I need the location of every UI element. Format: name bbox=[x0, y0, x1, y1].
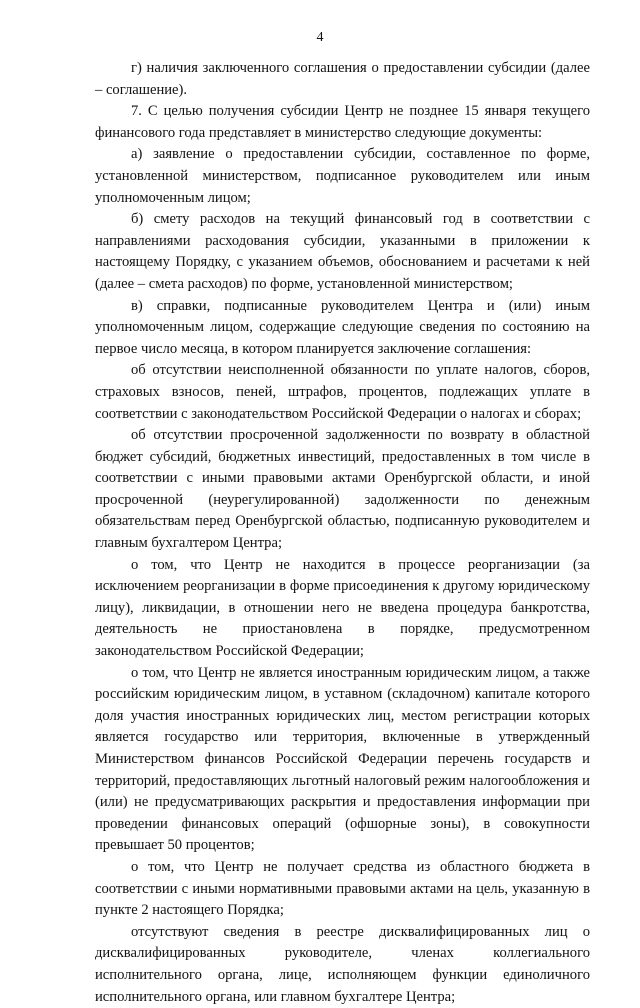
paragraph-no-overdue-debt: об отсутствии просроченной задолженности по возврату в областной бюджет субсидий, бюджетных инвестиций, предоставленных в том числе в соответствии с иными правовыми актами Оренбургской области, и иной просроченной (неурегулированной) задолженности по денежным обязательствам перед Оренбургской областью, подписанную руководителем и главным бухгалтером Центра; bbox=[95, 427, 590, 552]
page-number: 4 bbox=[316, 30, 324, 45]
document-body bbox=[95, 58, 590, 1008]
paragraph-a-application: а) заявление о предоставлении субсидии, составленное по форме, установленной министерством, подписанное руководителем или иным уполномоченным лицом; bbox=[95, 146, 590, 206]
paragraph-7-documents: 7. С целью получения субсидии Центр не позднее 15 января текущего финансового года представляет в министерство следующие документы: bbox=[95, 103, 590, 141]
paragraph-not-foreign-entity: о том, что Центр не является иностранным юридическим лицом, а также российским юридическим лицом, в уставном (складочном) капитале которого доля участия иностранных юридических лиц, местом регистрации которых является государство или территория, включенные в утвержденный Министерством финансов Российской Федерации перечень государств и территорий, предоставляющих льготный налоговый режим налогообложения и (или) не предусматривающих раскрытия и предоставления информации при проведении финансовых операций (офшорные зоны), в совокупности превышает 50 процентов; bbox=[95, 664, 590, 854]
paragraph-no-disqualified-persons: отсутствуют сведения в реестре дисквалифицированных лиц о дисквалифицированных руководителе, членах коллегиального исполнительного органа, лице, исполняющем функции единоличного исполнительного органа, или главном бухгалтере Центра; bbox=[95, 923, 590, 1005]
paragraph-b-budget-estimate: б) смету расходов на текущий финансовый год в соответствии с направлениями расходования субсидии, указанными в приложении к настоящему Порядку, с указанием объемов, обоснованием и расчетами к ней (далее – смета расходов) по форме, установленной министерством; bbox=[95, 211, 590, 292]
paragraph-v-certificates: в) справки, подписанные руководителем Центра и (или) иным уполномоченным лицом, содержащие следующие сведения по состоянию на первое число месяца, в котором планируется заключение соглашения: bbox=[95, 297, 590, 357]
paragraph-g-agreement: г) наличия заключенного соглашения о предоставлении субсидии (далее – соглашение). bbox=[95, 60, 590, 98]
paragraph-no-tax-debt: об отсутствии неисполненной обязанности по уплате налогов, сборов, страховых взносов, пеней, штрафов, процентов, подлежащих уплате в соответствии с законодательством Российской Федерации о налогах и сборах; bbox=[95, 362, 590, 422]
paragraph-no-other-funding: о том, что Центр не получает средства из областного бюджета в соответствии с иными нормативными правовыми актами на цель, указанную в пункте 2 настоящего Порядка; bbox=[95, 858, 590, 919]
paragraph-no-reorganization: о том, что Центр не находится в процессе реорганизации (за исключением реорганизации в форме присоединения к другому юридическому лицу), ликвидации, в отношении него не введена процедура банкротства, деятельность не приостановлена в порядке, предусмотренном законодательством Российской Федерации; bbox=[95, 556, 590, 660]
